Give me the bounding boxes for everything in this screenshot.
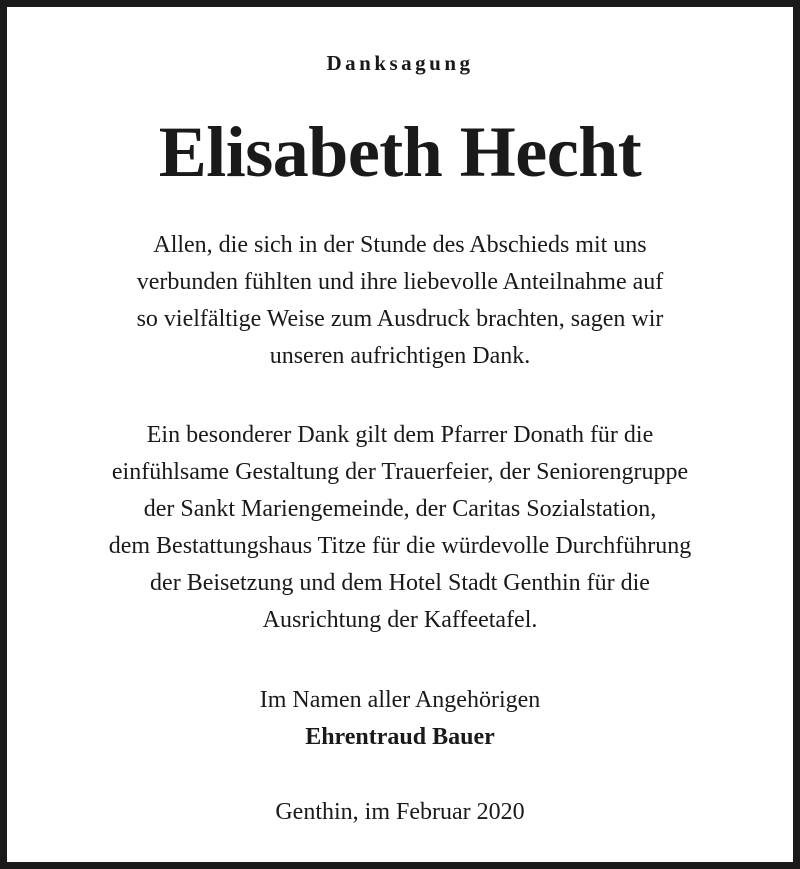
text-line: so vielfältige Weise zum Ausdruck brachten, sagen wir: [136, 306, 664, 332]
place-and-date: Genthin, im Februar 2020: [275, 799, 525, 825]
text-line: Ausrichtung der Kaffeetafel.: [262, 607, 538, 633]
text-line: Ein besonderer Dank gilt dem Pfarrer Donath für die: [146, 422, 654, 448]
notice-heading: Danksagung: [326, 51, 474, 75]
text-line: unseren aufrichtigen Dank.: [269, 343, 531, 369]
text-line: der Beisetzung und dem Hotel Stadt Genthin für die: [150, 570, 650, 596]
on-behalf-line: Im Namen aller Angehörigen: [259, 687, 541, 713]
signer-name: Ehrentraud Bauer: [305, 724, 495, 750]
deceased-name: Elisabeth Hecht: [158, 112, 642, 192]
text-line: der Sankt Mariengemeinde, der Caritas Sozialstation,: [143, 496, 657, 522]
text-line: Allen, die sich in der Stunde des Abschieds mit uns: [153, 232, 647, 258]
thanks-paragraph-special: [27, 417, 773, 639]
text-line: verbunden fühlten und ihre liebevolle Anteilnahme auf: [136, 269, 664, 295]
thanks-paragraph-general: [27, 227, 773, 375]
text-line: einfühlsame Gestaltung der Trauerfeier, der Seniorengruppe: [111, 459, 689, 485]
text-line: dem Bestattungshaus Titze für die würdevolle Durchführung: [108, 533, 692, 559]
